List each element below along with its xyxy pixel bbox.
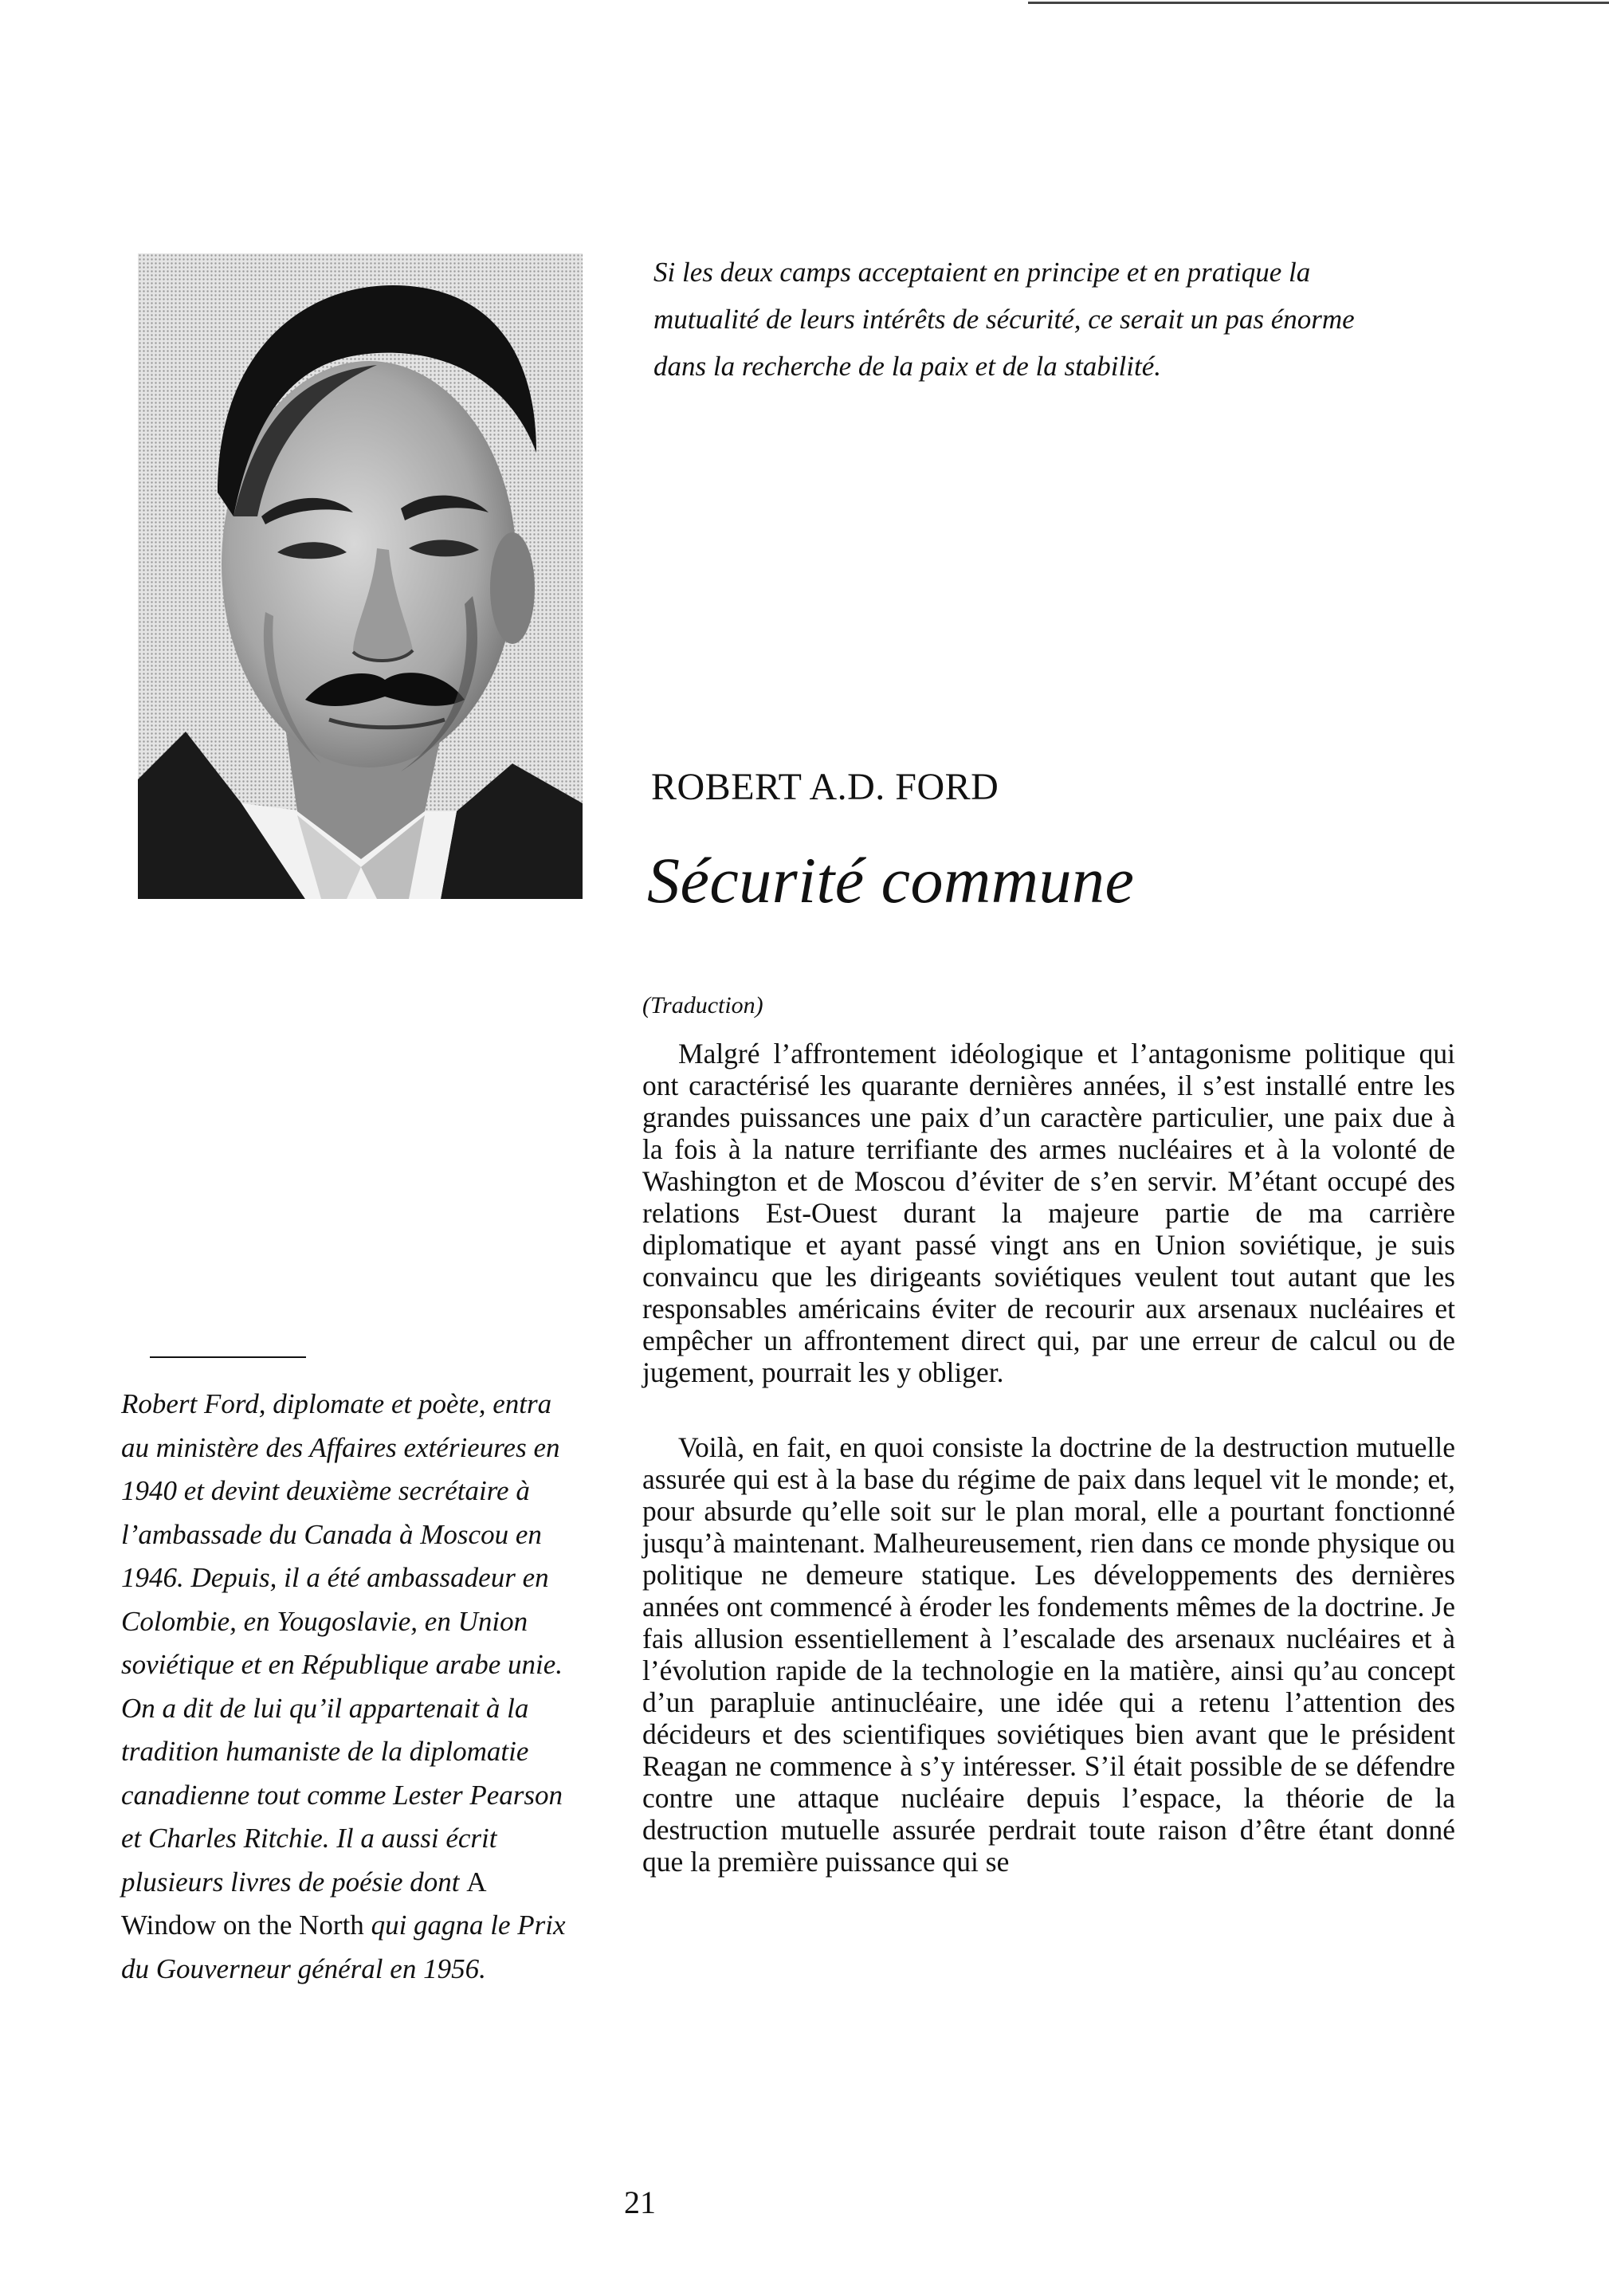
article-title: Sécurité commune xyxy=(647,844,1135,916)
author-portrait xyxy=(138,253,583,899)
page-number: 21 xyxy=(624,2184,656,2220)
portrait-image xyxy=(138,253,583,899)
article-body xyxy=(642,1038,1455,1878)
bio-book-title: A Window on the North xyxy=(121,1866,485,1941)
bio-text-end: qui gagna le Prix du Gouverneur général en 1956. xyxy=(121,1909,566,1984)
body-paragraph: Voilà, en fait, en quoi consiste la doctrine de la destruction mutuelle assurée qui est à la base du régime de paix dans lequel vit le monde; et, pour absurde qu’elle soit sur le plan moral, elle a pourtant fonctionné jusqu’à maintenant. Malheureusement, rien dans ce monde physique ou politique ne demeure statique. Les développements des dernières années ont commencé à éroder les fondements mêmes de la doctrine. Je fais allusion essentiellement à l’escalade des arsenaux nucléaires et à l’évolution rapide de la technologie en la matière, ainsi qu’au concept d’un parapluie antinucléaire, une idée qui a retenu l’attention des décideurs et des scientifiques soviétiques bien avant que le président Reagan ne commence à s’y intéresser. S’il était possible de se défendre contre une attaque nucléaire depuis l’espace, la théorie de la destruction mutuelle assurée perdrait toute raison d’être étant donné que la première puissance qui se xyxy=(642,1431,1455,1878)
scan-edge-rule xyxy=(1028,2,1609,4)
body-paragraph: Malgré l’affrontement idéologique et l’antagonisme politique qui ont caractérisé les quarante dernières années, il s’est installé entre les grandes puissances une paix d’un caractère particulier, une paix due à la fois à la nature terrifiante des armes nucléaires et à la volonté de Washington et de Moscou d’éviter de s’en servir. M’étant occupé des relations Est-Ouest durant la majeure partie de ma carrière diplomatique et ayant passé vingt ans en Union soviétique, je suis convaincu que les dirigeants soviétiques veulent tout autant que les responsables américains éviter de recourir aux arsenaux nucléaires et empêcher un affrontement direct qui, par une erreur de calcul ou de jugement, pourrait les y obliger. xyxy=(642,1038,1455,1388)
bio-text: Robert Ford, diplomate et poète, entra au ministère des Affaires extérieures en 1940 et devint deuxième secrétaire à l’ambassade du Canada à Moscou en 1946. Depuis, il a été ambassadeur en Colombie, en Yougoslavie, en Union soviétique et en République arabe unie. On a dit de lui qu’il appartenait à la tradition humaniste de la diplomatie canadienne tout comme Lester Pearson et Charles Ritchie. Il a aussi écrit plusieurs livres de poésie dont xyxy=(121,1388,563,1898)
author-name: ROBERT A.D. FORD xyxy=(651,766,999,808)
author-bio xyxy=(121,1383,567,1991)
bio-divider xyxy=(150,1356,306,1358)
translation-note: (Traduction) xyxy=(642,992,763,1018)
epigraph-quote: Si les deux camps acceptaient en principe et en pratique la mutualité de leurs intérêts de sécurité, ce serait un pas énorme dans la recherche de la paix et de la stabilité. xyxy=(653,257,1355,382)
